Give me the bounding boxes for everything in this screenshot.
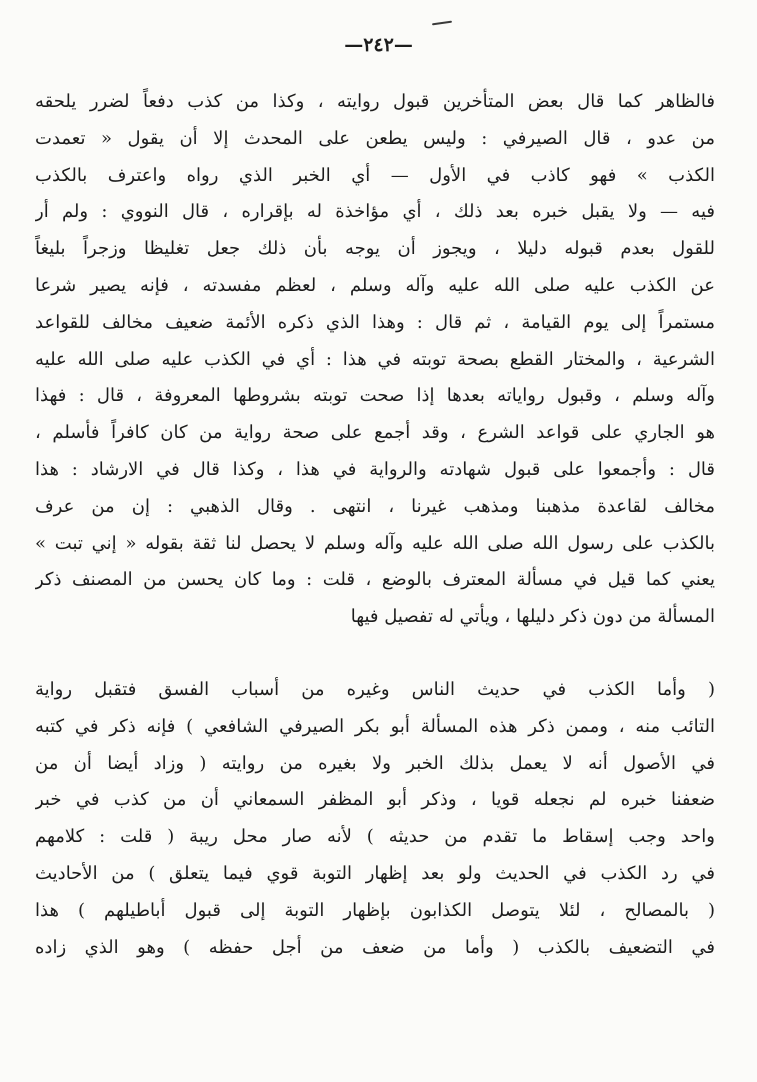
text-line: قال : وأجمعوا على قبول شهادته والرواية في هذا ، وكذا قال في الارشاد : هذا <box>35 458 715 480</box>
text-line: وآله وسلم ، وقبول رواياته بعدها إذا صحت توبته بشروطها المعروفة ، قال : فهذا <box>35 385 715 407</box>
paragraph-2 <box>35 672 715 966</box>
text-line: في الأصول أنه لا يعمل بذلك الخبر ولا بغيره من روايته ( وزاد أيضا أن من <box>35 752 715 774</box>
text-line: يعني كما قيل في مسألة المعترف بالوضع ، قلت : وما كان يحسن من المصنف ذكر <box>35 569 715 591</box>
text-line: الشرعية ، والمختار القطع بصحة توبته في هذا : أي في الكذب عليه صلى الله عليه <box>35 348 715 370</box>
text-line: فيه — ولا يقبل خبره بعد ذلك ، أي مؤاخذة له بإقراره ، قال النووي : ولم أر <box>35 201 715 223</box>
text-line: في رد الكذب في الحديث ولو بعد إظهار التوبة قوي فيما يتعلق ) من الأحاديث <box>35 862 715 884</box>
text-line: بالكذب على رسول الله صلى الله عليه وآله وسلم لا يحصل لنا ثقة بقوله « إني تبت » <box>35 532 715 554</box>
text-line: التائب منه ، وممن ذكر هذه المسألة أبو بكر الصيرفي الشافعي ) فإنه ذكر في كتبه <box>35 715 715 737</box>
text-line: في التضعيف بالكذب ( وأما من ضعف من أجل حفظه ) وهو الذي زاده <box>35 936 715 958</box>
text-line: فالظاهر كما قال بعض المتأخرين قبول روايته ، وكذا من كذب دفعاً لضرر يلحقه <box>35 91 715 112</box>
text-line: من عدو ، قال الصيرفي : وليس يطعن على المحدث إلا أن يقول « تعمدت <box>35 127 715 149</box>
text-line: مخالف لقاعدة مذهبنا ومذهب غيرنا ، انتهى . وقال الذهبي : إن من عرف <box>35 495 715 517</box>
text-line: للقول بعدم قبوله دليلا ، ويجوز أن يوجه بأن ذلك جعل تغليظا وزجراً بليغاً <box>35 238 715 260</box>
text-line: واحد وجب إسقاط ما تقدم من حديثه ) لأنه صار محل ريبة ( قلت : كلامهم <box>35 826 715 848</box>
paragraph-1 <box>35 84 715 636</box>
text-line: مستمراً إلى يوم القيامة ، ثم قال : وهذا الذي ذكره الأئمة ضعيف مخالف للقواعد <box>35 311 715 333</box>
text-line: ( وأما الكذب في حديث الناس وغيره من أسباب الفسق فتقبل رواية <box>35 679 715 700</box>
ink-speck <box>432 21 452 26</box>
text-line: الكذب » فهو كاذب في الأول — أي الخبر الذي رواه واعترف بالكذب <box>35 164 715 186</box>
text-line: المسألة من دون ذكر دليلها ، ويأتي له تفصيل فيها <box>350 606 715 628</box>
page-number: —٢٤٢— <box>344 34 413 56</box>
text-line: عن الكذب عليه صلى الله عليه وآله وسلم ، لعظم مفسدته ، فإنه يصير شرعا <box>35 274 715 296</box>
text-line: ( بالمصالح ، لئلا يتوصل الكذابون بإظهار التوبة إلى قبول أباطيلهم ) هذا <box>35 899 715 921</box>
text-line: هو الجاري على قواعد الشرع ، وقد أجمع على صحة رواية من كان كافراً فأسلم ، <box>35 422 715 444</box>
text-line: ضعفنا خبره لم نجعله قويا ، وذكر أبو المظفر السمعاني أن من كذب في خبر <box>35 789 715 811</box>
